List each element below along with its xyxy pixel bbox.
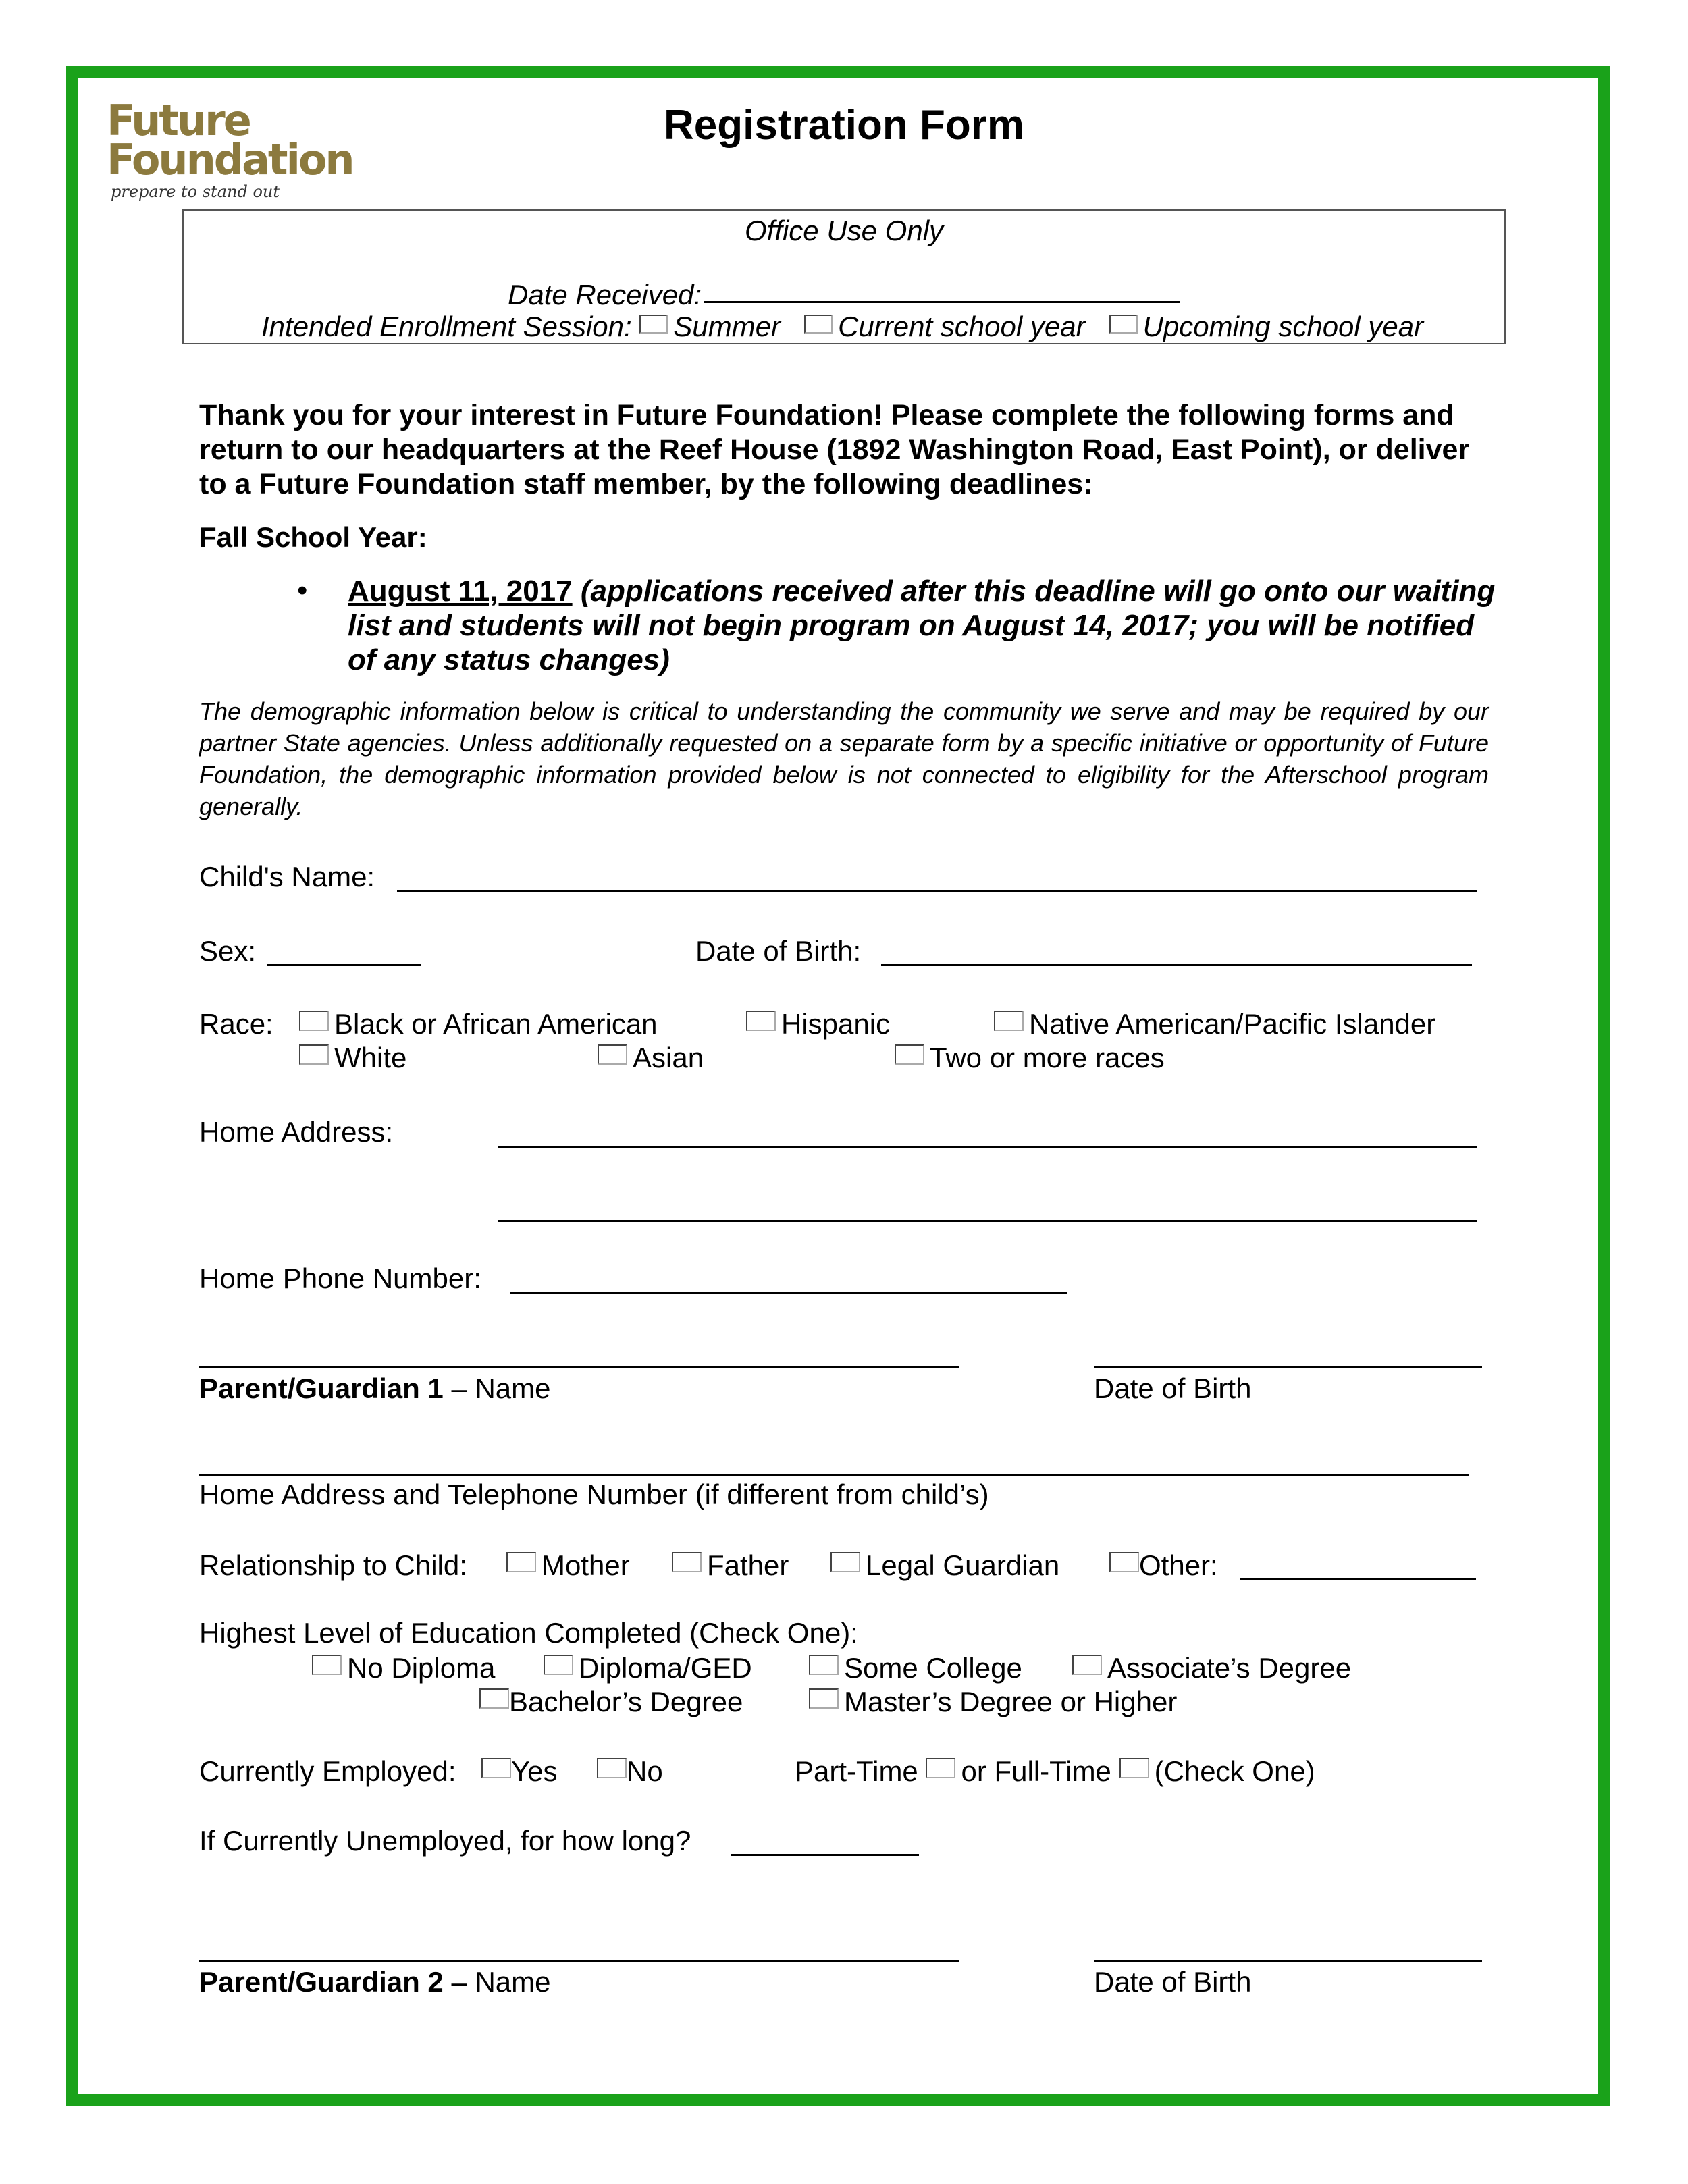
unemployed-label: If Currently Unemployed, for how long? <box>199 1825 691 1857</box>
race-two-or-more-checkbox[interactable] <box>895 1044 924 1065</box>
home-phone-label: Home Phone Number: <box>199 1262 481 1294</box>
education-diploma-ged <box>544 1652 752 1684</box>
bachelors-checkbox[interactable] <box>479 1688 509 1709</box>
part-time-checkbox[interactable] <box>926 1758 955 1778</box>
education-no-diploma <box>312 1652 495 1684</box>
employed-label: Currently Employed: <box>199 1755 456 1787</box>
education-label: Highest Level of Education Completed (Check One): <box>199 1617 858 1649</box>
mother-label: Mother <box>542 1549 630 1581</box>
child-name-label: Child's Name: <box>199 861 375 893</box>
legal-guardian-label: Legal Guardian <box>866 1549 1060 1581</box>
some-college-label: Some College <box>844 1652 1022 1684</box>
other-checkbox[interactable] <box>1109 1552 1139 1572</box>
race-option-black <box>299 1008 658 1040</box>
office-use-heading: Office Use Only <box>744 215 944 246</box>
summer-checkbox[interactable] <box>639 315 668 334</box>
relationship-father <box>672 1549 789 1582</box>
fall-school-year-heading: Fall School Year: <box>199 521 427 553</box>
home-address-field-2[interactable] <box>498 1220 1477 1222</box>
employed-no <box>597 1755 663 1788</box>
upcoming-year-checkbox[interactable] <box>1109 315 1138 334</box>
part-time-option <box>795 1755 1315 1788</box>
employed-no-checkbox[interactable] <box>597 1758 627 1778</box>
guardian1-dob-field[interactable] <box>1094 1366 1482 1368</box>
unemployed-duration-field[interactable] <box>731 1854 919 1856</box>
date-received-field[interactable] <box>704 301 1180 303</box>
father-checkbox[interactable] <box>672 1552 702 1572</box>
home-address-field-1[interactable] <box>498 1146 1477 1148</box>
sex-label: Sex: <box>199 935 257 967</box>
race-option-native <box>994 1008 1435 1040</box>
guardian1-name-field[interactable] <box>199 1366 959 1368</box>
relationship-label: Relationship to Child: <box>199 1549 467 1581</box>
associates-checkbox[interactable] <box>1072 1655 1102 1675</box>
guardian2-dob-caption: Date of Birth <box>1094 1966 1252 1998</box>
race-black-checkbox[interactable] <box>299 1011 329 1031</box>
employed-yes-checkbox[interactable] <box>481 1758 511 1778</box>
race-hispanic-label: Hispanic <box>781 1008 891 1040</box>
guardian2-name-suffix: – Name <box>451 1966 551 1998</box>
race-black-label: Black or African American <box>334 1008 658 1040</box>
race-option-two-or-more <box>895 1042 1165 1074</box>
full-time-label: or Full-Time <box>961 1755 1111 1787</box>
race-option-asian <box>598 1042 704 1074</box>
enrollment-session-label: Intended Enrollment Session: <box>261 311 632 342</box>
race-native-label: Native American/Pacific Islander <box>1029 1008 1436 1040</box>
race-white-label: White <box>334 1042 407 1073</box>
masters-label: Master’s Degree or Higher <box>844 1686 1178 1717</box>
other-label: Other: <box>1139 1549 1218 1581</box>
child-dob-field[interactable] <box>881 964 1472 966</box>
guardian2-name-field[interactable] <box>199 1960 959 1962</box>
education-masters <box>809 1686 1177 1718</box>
education-associates <box>1072 1652 1351 1684</box>
enrollment-session-row <box>261 311 1423 343</box>
intro-paragraph: Thank you for your interest in Future Foundation! Please complete the following forms and return to our headquarters at the Reef House (1892 Washington Road, East Point), or deliver to a Future Foundation staff member, by the following deadlines: <box>199 399 1470 500</box>
race-asian-label: Asian <box>633 1042 704 1073</box>
associates-label: Associate’s Degree <box>1107 1652 1352 1684</box>
home-phone-field[interactable] <box>510 1292 1067 1294</box>
guardian1-address-field[interactable] <box>199 1474 1469 1476</box>
current-year-checkbox[interactable] <box>804 315 833 334</box>
no-diploma-label: No Diploma <box>347 1652 496 1684</box>
child-dob-label: Date of Birth: <box>695 935 862 967</box>
diploma-ged-checkbox[interactable] <box>544 1655 573 1675</box>
bachelors-label: Bachelor’s Degree <box>509 1686 743 1717</box>
deadline-date: August 11, 2017 <box>348 575 573 608</box>
page-border <box>66 66 1610 2106</box>
part-time-label: Part-Time <box>795 1755 918 1787</box>
legal-guardian-checkbox[interactable] <box>830 1552 860 1572</box>
mother-checkbox[interactable] <box>506 1552 536 1572</box>
page-title: Registration Form <box>664 102 1024 149</box>
guardian2-name-caption <box>199 1966 551 1998</box>
logo-line-1: Future <box>107 96 250 145</box>
race-option-white <box>299 1042 406 1074</box>
guardian1-title: Parent/Guardian 1 <box>199 1373 444 1404</box>
sex-field[interactable] <box>267 964 421 966</box>
current-year-label: Current school year <box>838 311 1086 342</box>
relationship-other <box>1109 1549 1218 1582</box>
demographic-note: The demographic information below is critical to understanding the community we serve and may be required by our partner State agencies. Unless additionally requested on a separate form by a specific initiative or opportunity of Future Foundation, the demographic information provided below is not connected to eligibility for the Afterschool program generally. <box>199 697 1489 820</box>
education-some-college <box>809 1652 1022 1684</box>
bullet-icon: • <box>297 574 308 607</box>
father-label: Father <box>707 1549 789 1581</box>
deadline-note: (applications received after this deadline will go onto our waiting list and students will not begin program on August 14, 2017; you will be notified of any status changes) <box>348 575 1496 676</box>
race-hispanic-checkbox[interactable] <box>746 1011 776 1031</box>
logo-tagline: prepare to stand out <box>111 182 280 201</box>
deadline-item <box>348 574 1496 677</box>
relationship-legal-guardian <box>830 1549 1059 1582</box>
employed-yes-label: Yes <box>511 1755 558 1787</box>
child-name-field[interactable] <box>397 890 1477 892</box>
guardian2-dob-field[interactable] <box>1094 1960 1482 1962</box>
relationship-mother <box>506 1549 630 1582</box>
race-label: Race: <box>199 1008 273 1040</box>
race-two-or-more-label: Two or more races <box>930 1042 1165 1073</box>
employed-no-label: No <box>627 1755 663 1787</box>
check-one-note: (Check One) <box>1154 1755 1315 1787</box>
guardian2-title: Parent/Guardian 2 <box>199 1966 444 1998</box>
race-option-hispanic <box>746 1008 890 1040</box>
diploma-ged-label: Diploma/GED <box>579 1652 752 1684</box>
full-time-checkbox[interactable] <box>1119 1758 1149 1778</box>
date-received-label: Date Received: <box>508 279 702 311</box>
home-address-label: Home Address: <box>199 1116 394 1148</box>
race-white-checkbox[interactable] <box>299 1044 329 1065</box>
guardian1-dob-caption: Date of Birth <box>1094 1373 1252 1404</box>
some-college-checkbox[interactable] <box>809 1655 839 1675</box>
summer-label: Summer <box>673 311 781 342</box>
guardian1-name-suffix: – Name <box>451 1373 551 1404</box>
race-native-checkbox[interactable] <box>994 1011 1024 1031</box>
guardian1-name-caption <box>199 1373 551 1405</box>
logo-line-2: Foundation <box>107 135 353 184</box>
upcoming-year-label: Upcoming school year <box>1142 311 1424 342</box>
employed-yes <box>481 1755 558 1788</box>
no-diploma-checkbox[interactable] <box>312 1655 342 1675</box>
race-asian-checkbox[interactable] <box>598 1044 627 1065</box>
education-bachelors <box>479 1686 743 1718</box>
guardian1-address-caption: Home Address and Telephone Number (if different from child’s) <box>199 1479 989 1510</box>
masters-checkbox[interactable] <box>809 1688 839 1709</box>
other-relationship-field[interactable] <box>1240 1578 1476 1580</box>
